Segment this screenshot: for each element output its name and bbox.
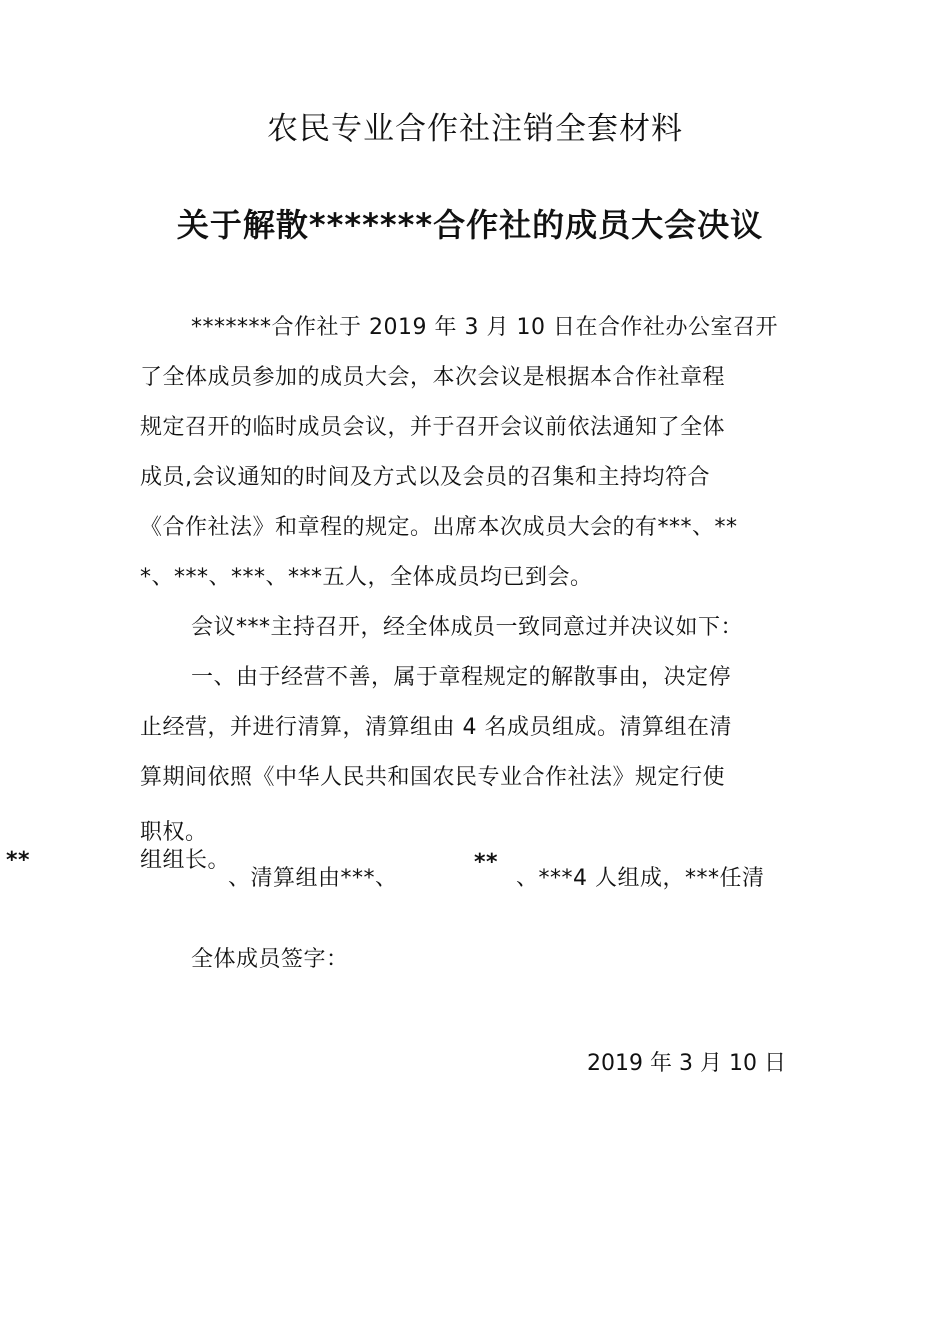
stars-fragment-middle: ** [474, 850, 499, 875]
document-date: 2019 年 3 月 10 日 [587, 1051, 786, 1076]
paragraph-line: 规定召开的临时成员会议，并于召开会议前依法通知了全体 [140, 415, 726, 440]
group-leader-fragment: 组组长。 [140, 848, 231, 873]
paragraph-line: 《合作社法》和章程的规定。出席本次成员大会的有***、** [140, 515, 738, 540]
paragraph-line: 成员,会议通知的时间及方式以及会员的召集和主持均符合 [140, 465, 710, 490]
paragraph-line: *、***、***、***五人，全体成员均已到会。 [140, 565, 593, 590]
paragraph-line: *******合作社于 2019 年 3 月 10 日在合作社办公室召开 [191, 315, 778, 340]
resolution-title: 关于解散*******合作社的成员大会决议 [176, 206, 764, 244]
paragraph-chair: 会议***主持召开，经全体成员一致同意过并决议如下： [191, 615, 744, 640]
clearing-group-fragment: 、清算组由***、 [228, 866, 398, 891]
document-heading: 农民专业合作社注销全套材料 [267, 111, 683, 147]
paragraph-line: 一、由于经营不善，属于章程规定的解散事由，决定停 [191, 665, 732, 690]
paragraph-line: 止经营，并进行清算，清算组由 4 名成员组成。清算组在清 [140, 715, 732, 740]
stars-fragment-left: ** [6, 848, 31, 873]
signature-label: 全体成员签字： [191, 947, 349, 972]
paragraph-line: 算期间依照《中华人民共和国农民专业合作社法》规定行使 [140, 765, 726, 790]
paragraph-line: 职权。 [140, 820, 208, 845]
clearing-group-fragment-end: 、***4 人组成，***任清 [516, 866, 765, 891]
paragraph-line: 了全体成员参加的成员大会，本次会议是根据本合作社章程 [140, 365, 726, 390]
